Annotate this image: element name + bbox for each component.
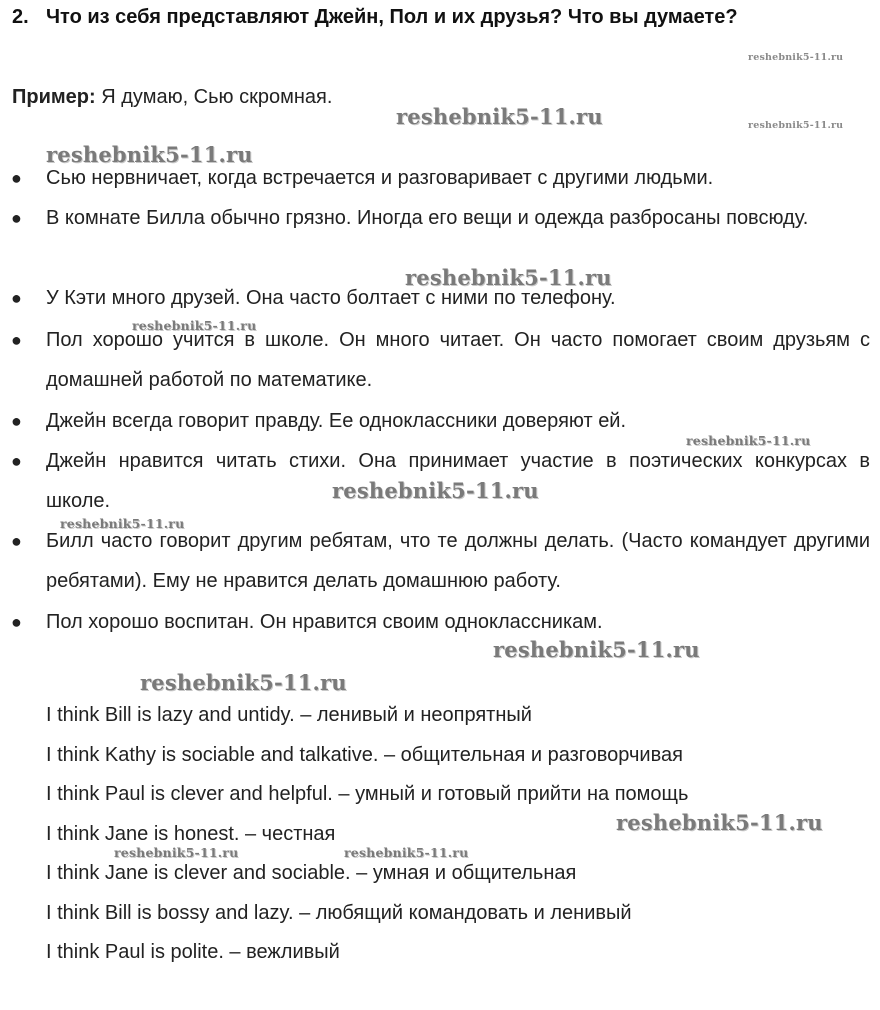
list-item-text: Джейн нравится читать стихи. Она принимает участие в поэтических конкурсах в школе. — [46, 450, 870, 512]
list-item — [11, 198, 870, 238]
list-item-text: Пол хорошо учится в школе. Он много читает. Он часто помогает своим друзьям с домашней работой по математике. — [46, 329, 870, 391]
watermark: reshebnik5-11.ru — [140, 670, 347, 695]
watermark: reshebnik5-11.ru — [114, 845, 239, 860]
example-label: Пример: — [12, 86, 96, 108]
bullet-icon: ● — [11, 531, 22, 551]
watermark: reshebnik5-11.ru — [748, 120, 844, 131]
task-question: Что из себя представляют Джейн, Пол и их друзья? Что вы думаете? — [46, 6, 738, 28]
bullet-icon: ● — [11, 451, 22, 471]
bullet-icon: ● — [11, 612, 22, 632]
list-item — [11, 521, 870, 601]
watermark: reshebnik5-11.ru — [616, 810, 823, 835]
answer-line: I think Kathy is sociable and talkative. – общительная и разговорчивая — [46, 743, 683, 766]
bullet-icon: ● — [11, 411, 22, 431]
watermark: reshebnik5-11.ru — [332, 478, 539, 503]
answer-line: I think Bill is bossy and lazy. – любящий командовать и ленивый — [46, 901, 632, 924]
example-line — [12, 86, 332, 109]
list-item-text: Билл часто говорит другим ребятам, что те должны делать. (Часто командует другими ребятами). Ему не нравится делать домашнюю работу. — [46, 530, 870, 592]
answer-line: I think Paul is polite. – вежливый — [46, 941, 340, 963]
list-item-text: Пол хорошо воспитан. Он нравится своим одноклассникам. — [46, 611, 603, 633]
example-text: Я думаю, Сью скромная. — [95, 86, 333, 108]
watermark: reshebnik5-11.ru — [396, 104, 603, 129]
watermark: reshebnik5-11.ru — [60, 516, 185, 531]
task-heading — [12, 6, 738, 29]
list-item-text: В комнате Билла обычно грязно. Иногда его вещи и одежда разбросаны повсюду. — [46, 207, 809, 229]
answer-line: I think Jane is clever and sociable. – умная и общительная — [46, 862, 577, 884]
list-item-text: Сью нервничает, когда встречается и разговаривает с другими людьми. — [46, 167, 714, 189]
bullet-icon: ● — [11, 168, 22, 188]
answer-line: I think Paul is clever and helpful. – умный и готовый прийти на помощь — [46, 783, 689, 805]
watermark: reshebnik5-11.ru — [686, 433, 811, 448]
watermark: reshebnik5-11.ru — [748, 52, 844, 63]
watermark: reshebnik5-11.ru — [46, 142, 253, 167]
list-item-text: У Кэти много друзей. Она часто болтает с ними по телефону. — [46, 287, 616, 309]
bullet-icon: ● — [11, 208, 22, 228]
bullet-icon: ● — [11, 288, 22, 308]
watermark: reshebnik5-11.ru — [344, 845, 469, 860]
watermark: reshebnik5-11.ru — [405, 265, 612, 290]
answer-line: I think Jane is honest. – честная — [46, 822, 336, 845]
answer-line: I think Bill is lazy and untidy. – ленивый и неопрятный — [46, 704, 532, 726]
task-number: 2. — [12, 6, 29, 28]
bullet-icon: ● — [11, 330, 22, 350]
watermark: reshebnik5-11.ru — [132, 318, 257, 333]
list-item — [11, 602, 870, 642]
list-item-text: Джейн всегда говорит правду. Ее одноклассники доверяют ей. — [46, 410, 627, 432]
watermark: reshebnik5-11.ru — [493, 637, 700, 662]
